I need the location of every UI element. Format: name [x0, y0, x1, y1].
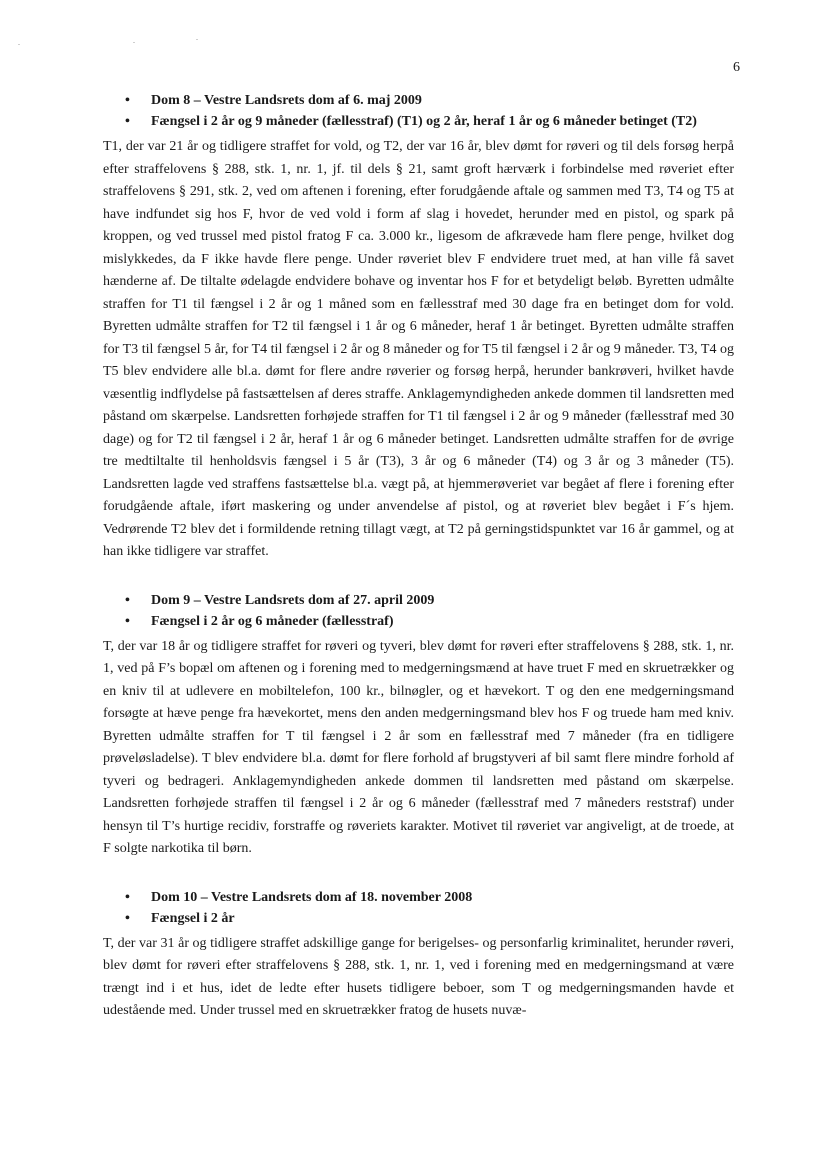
case-heading: • Dom 10 – Vestre Landsrets dom af 18. november 2008 — [103, 887, 734, 908]
case-summary: T, der var 18 år og tidligere straffet for røveri og tyveri, blev dømt for røveri efter straffelovens § 288, stk. 1, nr. 1, ved på F’s bopæl om aftenen og i forening med to medgerningsmænd at have truet F med en skruetrækker og en kniv til at udlevere en mobiltelefon, 100 kr., bilnøgler, og et hævekort. T og den ene medgerningsmand forsøgte at hæve penge fra hævekortet, mens den anden medgerningsmand blev hos F og truede ham med kniv. Byretten udmålte straffen for T til fængsel i 2 år som en fællesstraf med 7 måneder (fra en tidligere prøveløsladelse). T blev endvidere bl.a. dømt for flere forhold af brugstyveri af bil samt flere mindre forhold af tyveri og bedrageri. Anklagemyndigheden ankede dommen til landsretten med påstand om skærpelse. Landsretten forhøjede straffen til fængsel i 2 år og 6 måneder (fællesstraf med 7 måneders reststraf) under hensyn til T’s hurtige recidiv, forstraffe og røveriets karakter. Motivet til røveriet var angiveligt, at de troede, at F solgte narkotika til børn. — [103, 638, 734, 856]
scan-speck — [18, 44, 20, 45]
scan-speck — [133, 42, 135, 43]
case-summary: T, der var 31 år og tidligere straffet adskillige gange for berigelses- og personfarlig kriminalitet, herunder røveri, blev dømt for røveri efter straffelovens § 288, stk. 1, nr. 1, ved i forening med en medgerningsmand at være trængt ind i et hus, idet de ledte efter husets tidligere beboer, som T og medgerningsmanden havde et udestående med. Under trussel med en skruetrækker fratog de husets nuvæ- — [103, 935, 734, 1018]
case-section — [103, 590, 734, 861]
case-section — [103, 90, 734, 564]
case-section — [103, 887, 734, 1023]
case-heading: • Dom 8 – Vestre Landsrets dom af 6. maj 2009 — [103, 90, 734, 111]
case-sentence: • Fængsel i 2 år og 9 måneder (fællesstraf) (T1) og 2 år, heraf 1 år og 6 måneder betinget (T2) — [103, 111, 734, 132]
scan-speck — [196, 39, 198, 40]
page-content — [103, 90, 734, 1023]
case-sentence: • Fængsel i 2 år og 6 måneder (fællesstraf) — [103, 611, 734, 632]
page-number: 6 — [733, 60, 740, 75]
case-summary: T1, der var 21 år og tidligere straffet for vold, og T2, der var 16 år, blev dømt for røveri og til dels forsøg herpå efter straffelovens § 288, stk. 1, nr. 1, jf. til dels § 21, samt groft hærværk i forbindelse med røveriet efter straffelovens § 291, stk. 2, ved om aftenen i forening, efter forudgående aftale og sammen med T3, T4 og T5 at have indfundet sig hos F, hvor de ved vold i form af slag i hovedet, herunder med en pistol, og spark på kroppen, og ved trussel med pistol fratog F ca. 3.000 kr., ligesom de afkrævede ham flere penge, hvilket dog mislykkedes, da F ikke havde flere penge. Under røveriet blev F endvidere truet med, at han ville få savet hænderne af. De tiltalte ødelagde endvidere bohave og inventar hos F for et betydeligt beløb. Byretten udmålte straffen for T1 til fængsel i 2 år og 1 måned som en fællesstraf med 30 dage fra en betinget dom for vold. Byretten udmålte straffen for T2 til fængsel i 1 år og 6 måneder, heraf 1 år betinget. Byretten udmålte straffen for T3 til fængsel 5 år, for T4 til fængsel i 2 år og 8 måneder og for T5 til fængsel i 2 år og 9 måneder. T3, T4 og T5 blev endvidere alle bl.a. dømt for flere andre røverier og forsøg herpå, herunder bankrøveri, hvilket havde væsentlig indflydelse på fastsættelsen af deres straffe. Anklagemyndigheden ankede dommen til landsretten med påstand om skærpelse. Landsretten forhøjede straffen for T1 til fængsel i 2 år og 9 måneder (fællesstraf med 30 dage) og for T2 til fængsel i 2 år, heraf 1 år og 6 måneder betinget. Landsretten udmålte straffen for de øvrige tre medtiltalte til henholdsvis fængsel i 5 år (T3), 3 år og 6 måneder (T4) og 3 år og 3 måneder (T5). Landsretten lagde ved straffens fastsættelse bl.a. vægt på, at hjemmerøveriet var begået af flere i forening efter forudgående aftale, iført maskering og under anvendelse af pistol, og at røveriet blev begået i F´s hjem. Vedrørende T2 blev det i formildende retning tillagt vægt, at T2 på gerningstidspunktet var 16 år gammel, og at han ikke tidligere var straffet. — [103, 139, 734, 559]
case-sentence: • Fængsel i 2 år — [103, 908, 734, 929]
case-heading: • Dom 9 – Vestre Landsrets dom af 27. april 2009 — [103, 590, 734, 611]
